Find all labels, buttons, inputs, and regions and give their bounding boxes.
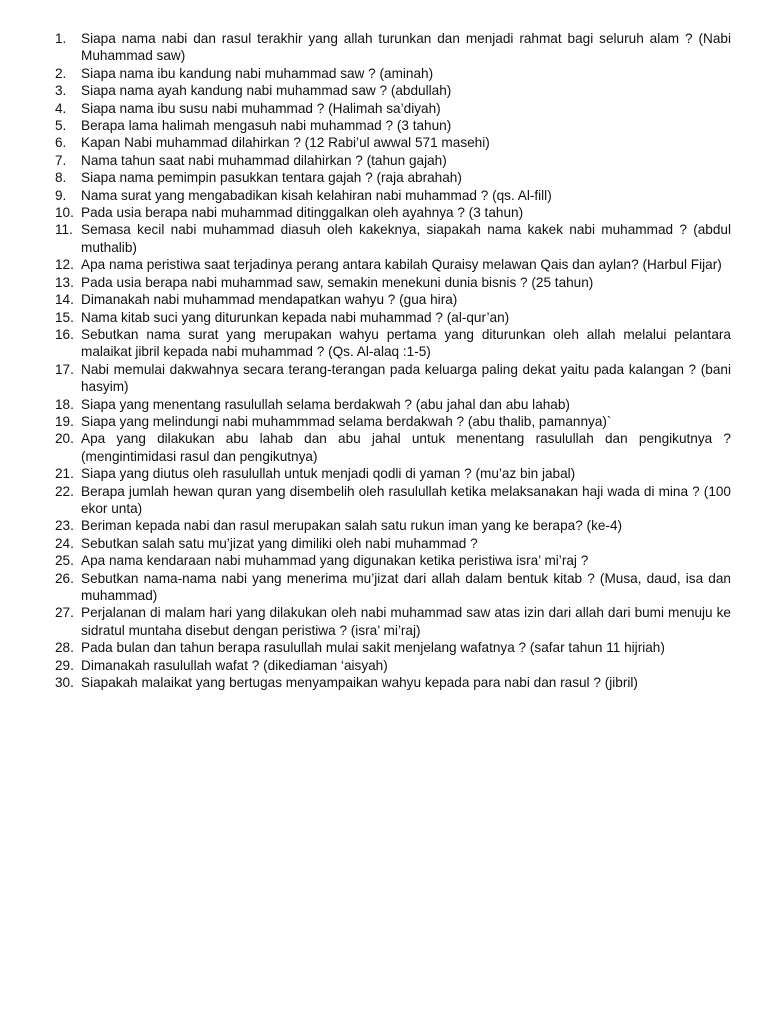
list-item bbox=[0, 65, 731, 82]
item-number: 16. bbox=[55, 326, 74, 342]
list-item bbox=[0, 396, 731, 413]
list-item bbox=[0, 413, 731, 430]
list-item bbox=[0, 326, 731, 361]
list-item bbox=[0, 604, 731, 639]
list-item bbox=[0, 134, 731, 151]
item-text: Siapakah malaikat yang bertugas menyampaikan wahyu kepada para nabi dan rasul ? (jibril) bbox=[81, 675, 638, 691]
item-number: 9. bbox=[55, 187, 67, 203]
item-text: Berapa jumlah hewan quran yang disembelih oleh rasulullah ketika melaksanakan haji wada di mina ? (100 ekor unta) bbox=[81, 483, 731, 516]
list-item bbox=[0, 291, 731, 308]
item-number: 14. bbox=[55, 292, 74, 308]
item-number: 30. bbox=[55, 675, 74, 691]
item-text: Siapa yang melindungi nabi muhammmad selama berdakwah ? (abu thalib, pamannya)` bbox=[81, 413, 612, 429]
item-number: 28. bbox=[55, 640, 74, 656]
item-text: Beriman kepada nabi dan rasul merupakan salah satu rukun iman yang ke berapa? (ke-4) bbox=[81, 518, 623, 534]
item-text: Berapa lama halimah mengasuh nabi muhammad ? (3 tahun) bbox=[81, 118, 452, 134]
item-number: 24. bbox=[55, 535, 74, 551]
list-item bbox=[0, 309, 731, 326]
item-number: 8. bbox=[55, 170, 67, 186]
list-item bbox=[0, 517, 731, 534]
list-item bbox=[0, 221, 731, 256]
item-number: 25. bbox=[55, 553, 74, 569]
list-item bbox=[0, 657, 731, 674]
list-item bbox=[0, 674, 731, 691]
item-text: Pada bulan dan tahun berapa rasulullah mulai sakit menjelang wafatnya ? (safar tahun 11 hijriah) bbox=[81, 640, 665, 656]
list-item bbox=[0, 570, 731, 605]
item-number: 15. bbox=[55, 309, 74, 325]
item-text: Siapa nama pemimpin pasukkan tentara gajah ? (raja abrahah) bbox=[81, 170, 462, 186]
item-number: 19. bbox=[55, 413, 74, 429]
item-number: 17. bbox=[55, 361, 74, 377]
item-text: Siapa nama ayah kandung nabi muhammad saw ? (abdullah) bbox=[81, 83, 452, 99]
list-item bbox=[0, 187, 731, 204]
list-item bbox=[0, 483, 731, 518]
item-number: 27. bbox=[55, 605, 74, 621]
item-text: Siapa nama ibu susu nabi muhammad ? (Halimah sa’diyah) bbox=[81, 100, 441, 116]
item-number: 2. bbox=[55, 65, 67, 81]
item-number: 29. bbox=[55, 657, 74, 673]
list-item bbox=[0, 100, 731, 117]
item-text: Pada usia berapa nabi muhammad ditinggalkan oleh ayahnya ? (3 tahun) bbox=[81, 205, 524, 221]
item-text: Nabi memulai dakwahnya secara terang-terangan pada keluarga paling dekat yaitu pada kalangan ? (bani hasyim) bbox=[81, 361, 731, 395]
list-item bbox=[0, 430, 731, 465]
list-item bbox=[0, 256, 731, 273]
item-number: 5. bbox=[55, 118, 67, 134]
list-item bbox=[0, 361, 731, 396]
list-item bbox=[0, 152, 731, 169]
item-text: Sebutkan salah satu mu’jizat yang dimiliki oleh nabi muhammad ? bbox=[81, 535, 478, 551]
item-number: 10. bbox=[55, 205, 74, 221]
list-item bbox=[0, 117, 731, 134]
item-number: 22. bbox=[55, 483, 74, 499]
item-number: 12. bbox=[55, 257, 74, 273]
list-item bbox=[0, 82, 731, 99]
item-number: 7. bbox=[55, 152, 67, 168]
list-item bbox=[0, 204, 731, 221]
list-item bbox=[0, 639, 731, 656]
list-item bbox=[0, 535, 731, 552]
item-number: 11. bbox=[55, 222, 73, 238]
item-text: Siapa nama nabi dan rasul terakhir yang allah turunkan dan menjadi rahmat bagi seluruh alam ? (Nabi Muhammad saw) bbox=[81, 31, 731, 64]
item-text: Dimanakah nabi muhammad mendapatkan wahyu ? (gua hira) bbox=[81, 292, 458, 308]
item-text: Apa yang dilakukan abu lahab dan abu jahal untuk menentang rasulullah dan pengikutnya ? (mengintimidasi rasul dan pengikutnya) bbox=[81, 431, 731, 464]
item-number: 18. bbox=[55, 396, 74, 412]
item-text: Apa nama kendaraan nabi muhammad yang digunakan ketika peristiwa isra’ mi’raj ? bbox=[81, 553, 589, 569]
item-text: Nama surat yang mengabadikan kisah kelahiran nabi muhammad ? (qs. Al-fill) bbox=[81, 187, 552, 203]
item-text: Kapan Nabi muhammad dilahirkan ? (12 Rabi’ul awwal 571 masehi) bbox=[81, 135, 490, 151]
list-item bbox=[0, 169, 731, 186]
item-number: 20. bbox=[55, 431, 74, 447]
item-text: Apa nama peristiwa saat terjadinya perang antara kabilah Quraisy melawan Qais dan aylan? (Harbul Fijar) bbox=[81, 257, 722, 273]
item-text: Sebutkan nama-nama nabi yang menerima mu’jizat dari allah dalam bentuk kitab ? (Musa, daud, isa dan muhammad) bbox=[81, 570, 731, 603]
item-number: 23. bbox=[55, 518, 74, 534]
item-text: Perjalanan di malam hari yang dilakukan oleh nabi muhammad saw atas izin dari allah dari bumi menuju ke sidratul muntaha disebut dengan peristiwa ? (isra’ mi’raj) bbox=[81, 605, 731, 638]
item-text: Pada usia berapa nabi muhammad saw, semakin menekuni dunia bisnis ? (25 tahun) bbox=[81, 274, 594, 290]
item-number: 1. bbox=[55, 31, 67, 46]
item-text: Nama kitab suci yang diturunkan kepada nabi muhammad ? (al-qur’an) bbox=[81, 309, 510, 325]
item-number: 6. bbox=[55, 135, 67, 151]
item-number: 13. bbox=[55, 274, 74, 290]
item-text: Semasa kecil nabi muhammad diasuh oleh kakeknya, siapakah nama kakek nabi muhammad ? (abdul muthalib) bbox=[81, 222, 731, 255]
item-text: Nama tahun saat nabi muhammad dilahirkan ? (tahun gajah) bbox=[81, 152, 447, 168]
item-number: 4. bbox=[55, 100, 67, 116]
item-text: Siapa yang menentang rasulullah selama berdakwah ? (abu jahal dan abu lahab) bbox=[81, 396, 570, 412]
list-item bbox=[0, 552, 731, 569]
item-text: Dimanakah rasulullah wafat ? (dikediaman ‘aisyah) bbox=[81, 657, 388, 673]
question-list bbox=[0, 30, 768, 691]
item-number: 21. bbox=[55, 466, 74, 482]
list-item bbox=[0, 30, 731, 65]
list-item bbox=[0, 274, 731, 291]
list-item bbox=[0, 465, 731, 482]
item-text: Sebutkan nama surat yang merupakan wahyu pertama yang diturunkan oleh allah melalui pelantara malaikat jibril kepada nabi muhammad ? (Qs. Al-alaq :1-5) bbox=[81, 326, 731, 360]
item-text: Siapa yang diutus oleh rasulullah untuk menjadi qodli di yaman ? (mu’az bin jabal) bbox=[81, 466, 576, 482]
item-text: Siapa nama ibu kandung nabi muhammad saw ? (aminah) bbox=[81, 65, 434, 81]
item-number: 26. bbox=[55, 570, 74, 586]
item-number: 3. bbox=[55, 83, 67, 99]
